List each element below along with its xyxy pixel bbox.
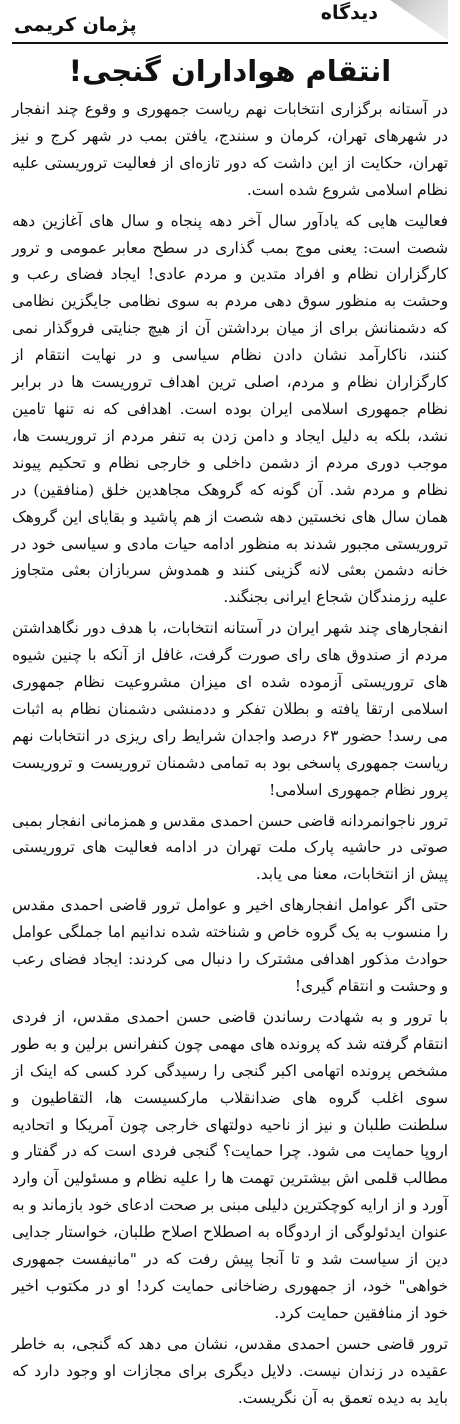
author-name: پژمان کریمی bbox=[14, 14, 137, 36]
article-paragraph: ترور قاضی حسن احمدی مقدس، نشان می دهد که گنجی، به خاطر عقیده در زندان نیست. دلایل دیگری برای مجازات او وجود دارد که باید به دیده تعمق به آن نگریست. bbox=[12, 1334, 448, 1407]
article-title: انتقام هواداران گنجی! bbox=[68, 54, 392, 88]
corner-fold-decoration bbox=[390, 0, 448, 40]
article-paragraph: حتی اگر عوامل انفجارهای اخیر و عوامل ترور قاضی احمدی مقدس را منسوب به یک گروه خاص و شناخته شده ندانیم اما جملگی عوامل حوادث مذکور اهدافی مشترک را دنبال می کردند: ایجاد فضای رعب و وحشت و انتقام گیری! bbox=[12, 896, 448, 995]
article-paragraph: ترور ناجوانمردانه قاضی حسن احمدی مقدس و همزمانی انفجار بمبی صوتی در حاشیه پارک ملت تهران در ادامه فعالیت های تروریستی پیش از انتخابات، معنا می یابد. bbox=[12, 811, 448, 884]
article-paragraph: با ترور و به شهادت رساندن قاضی حسن احمدی مقدس، از فردی انتقام گرفته شد که پرونده های مهمی چون کنفرانس برلین و به طور مشخص پرونده اتهامی اکبر گنجی را رسیدگی کرد کسی که اینک از سوی اغلب گروه های ضدانقلاب مارکسیست ها، التقاطیون و سلطنت طلبان و نیز از ناحیه دولتهای خارجی چون آمریکا و اتحادیه اروپا حمایت می شود. چرا حمایت؟ گنجی فردی است که در گفتار و مطالب قلمی اش بیشترین تهمت ها را علیه نظام و مسئولین آن وارد آورد و از ارایه کوچکترین دلیلی مبنی بر صحت ادعای خود بازماند و به عنوان ایدئولوگی از اردوگاه به اصطلاح اصلاح طلبان، خواستار جدایی دین از سیاست شد و تا آنجا پیش رفت که در "مانیفست جمهوری خواهی" خود، از جمهوری رضاخانی حمایت کرد! او در مکتوب اخیر خود از منافقین حمایت کرد. bbox=[12, 1007, 448, 1322]
section-label: دیدگاه bbox=[320, 2, 378, 24]
article-paragraph: فعالیت هایی که یادآور سال آخر دهه پنجاه و سال های آغازین دهه شصت است: یعنی موج بمب گذاری در سطح معابر عمومی و ترور کارگزاران نظام و افراد متدین و مردم عادی! ایجاد فضای رعب و وحشت به منظور سوق دهی مردم به سوی نظامی جایگزین نظامی که دشمنانش برای از میان برداشتن آن از هیچ جنایتی فروگذار نمی کنند، ناکارآمد نشان دادن نظام سیاسی و در نهایت انتقام از کارگزاران نظام و مردم، اصلی ترین اهداف تروریست ها در برابر نظام جمهوری اسلامی ایران بوده است. اهدافی که نه تنها تامین نشد، بلکه به دلیل ایجاد و دامن زدن به تنفر مردم از تروریست ها، موجب دوری مردم از دشمن داخلی و خارجی نظام و تحکیم پیوند نظام و مردم شد. آن گونه که گروهک مجاهدین خلق (منافقین) در همان سال های نخستین دهه شصت از هم پاشید و بقایای این گروهک تروریستی مجبور شدند به منظور ادامه حیات مادی و سیاسی خود در خانه دشمن بعثی لانه گزینی کنند و همدوش سربازان بعثی متجاوز علیه رزمندگان شجاع ایرانی بجنگند. bbox=[12, 211, 448, 607]
article-body bbox=[12, 96, 448, 1412]
column-header bbox=[12, 0, 448, 44]
article-paragraph: انفجارهای چند شهر ایران در آستانه انتخابات، با هدف دور نگاهداشتن مردم از صندوق های رای صورت گرفت، غافل از آنکه با چنین شیوه های تروریستی آزموده شده ای میزان مشروعیت نظام جمهوری اسلامی ارتقا یافته و بطلان تفکر و ددمنشی دشمنان نظام به اثبات می رسد! حضور ۶۳ درصد واجدان شرایط رای ریزی در انتخابات نهم ریاست جمهوری پاسخی بود به تمامی دشمنان تروریست و تروریست پرور نظام جمهوری اسلامی! bbox=[12, 619, 448, 799]
article-paragraph: در آستانه برگزاری انتخابات نهم ریاست جمهوری و وقوع چند انفجار در شهرهای تهران، کرمان و سنندج، یافتن بمب در شهر کرج و نیز تهران، حکایت از این داشت که دور تازه‌ای از فعالیت تروریستی علیه نظام اسلامی شروع شده است. bbox=[12, 100, 448, 199]
